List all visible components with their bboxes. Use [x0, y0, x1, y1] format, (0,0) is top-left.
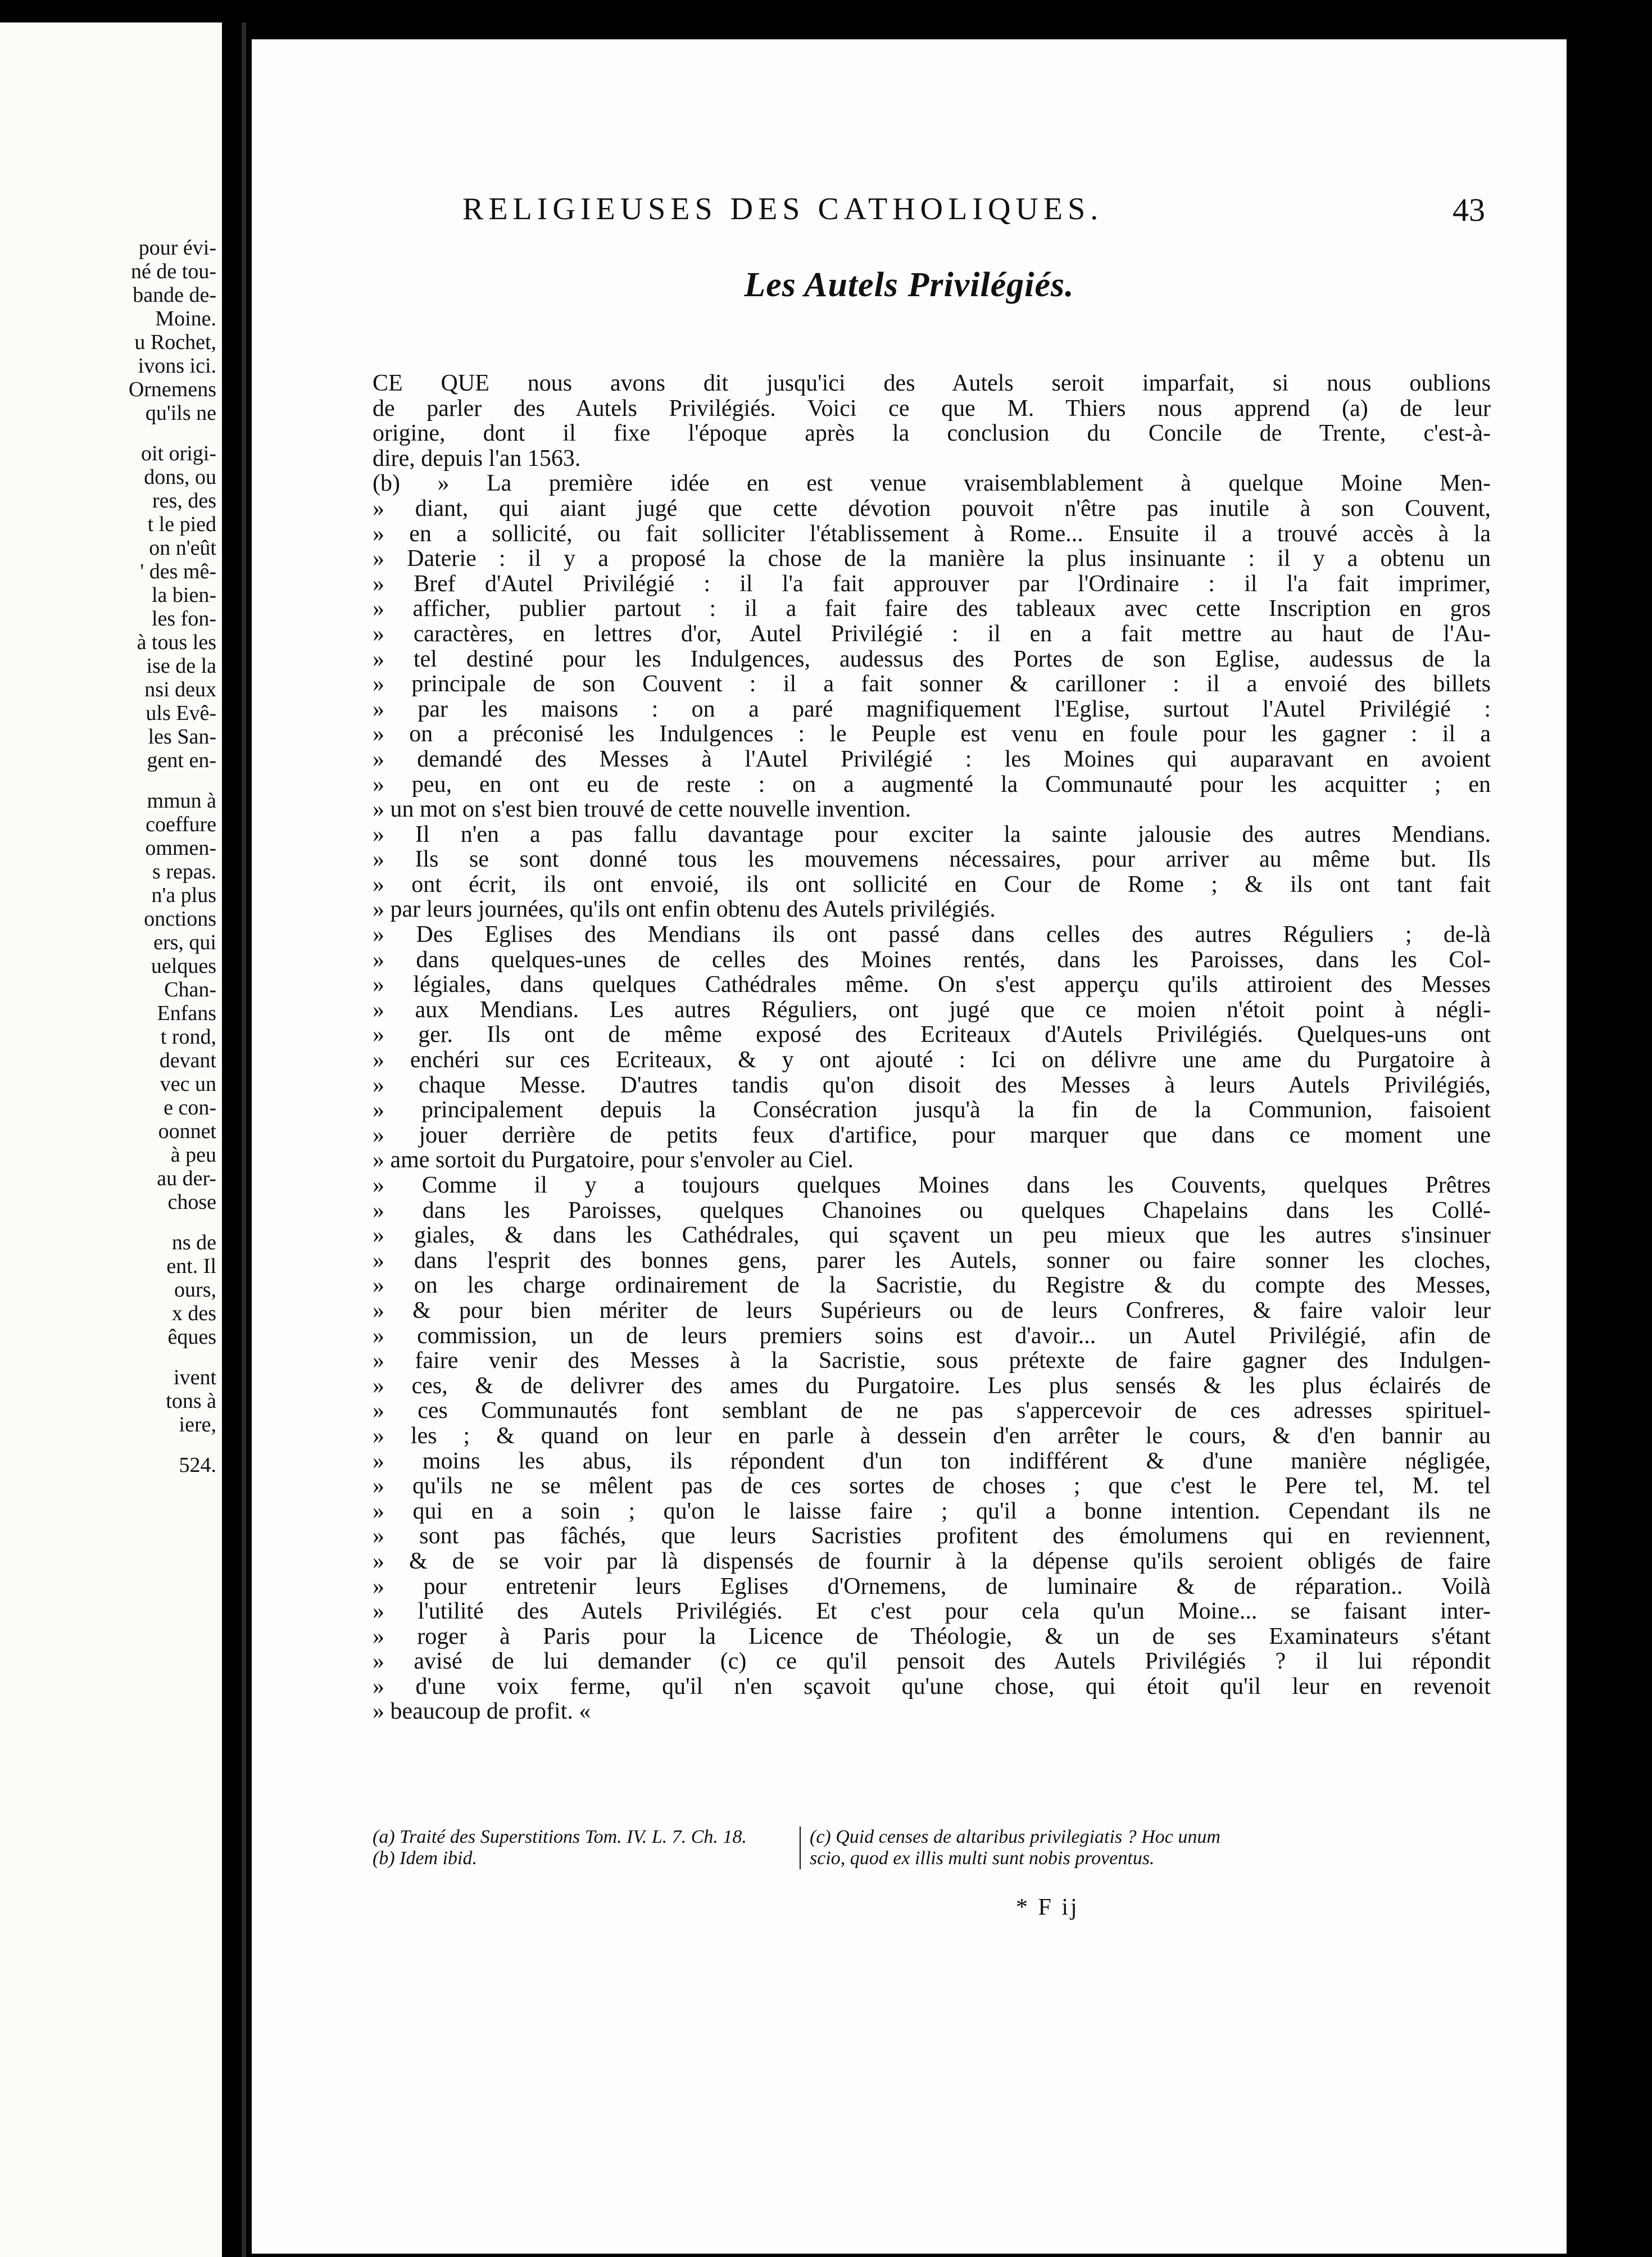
left-page-line: pour évi- — [138, 236, 216, 260]
page-number: 43 — [1453, 192, 1485, 228]
book-page — [252, 39, 1567, 2254]
body-line: » Il n'en a pas fallu davantage pour exciter la sainte jalousie des autres Mendians. — [373, 822, 1491, 847]
running-header — [462, 191, 1485, 227]
body-line: » sont pas fâchés, que leurs Sacristies profitent des émolumens qui en reviennent, — [373, 1524, 1491, 1549]
left-page-line: on n'eût — [149, 536, 216, 560]
left-page-line: qu'ils ne — [145, 401, 216, 425]
left-page-line: ise de la — [146, 654, 216, 678]
left-page-line: res, des — [152, 489, 216, 513]
body-line: » Daterie : il y a proposé la chose de la manière la plus insinuante : il y a obtenu un — [373, 546, 1491, 572]
left-page-line — [3, 772, 216, 789]
body-line: » ces, & de delivrer des ames du Purgatoire. Les plus sensés & les plus éclairés de — [373, 1373, 1491, 1399]
left-page-line: s repas. — [152, 860, 216, 883]
footnote-c-line-1: (c) Quid censes de altaribus privilegiatis ? Hoc unum — [810, 1827, 1220, 1847]
left-page-line: les San- — [148, 725, 216, 749]
left-page-line: Ornemens — [128, 378, 216, 401]
left-page-line: ivent — [174, 1366, 216, 1389]
left-page-line: Moine. — [155, 307, 216, 330]
left-page-line: ns de — [171, 1231, 216, 1254]
body-line: (b) » La première idée en est venue vraisemblablement à quelque Moine Men- — [373, 471, 1491, 496]
body-line: » par leurs journées, qu'ils ont enfin obtenu des Autels privilégiés. — [373, 897, 996, 923]
body-line: » par les maisons : on a paré magnifiquement l'Eglise, surtout l'Autel Privilégié : — [373, 696, 1491, 722]
body-line: » giales, & dans les Cathédrales, qui sçavent un peu mieux que les autres s'insinuer — [373, 1223, 1491, 1248]
left-page-line: à peu — [170, 1143, 216, 1167]
left-page-line: ivons ici. — [138, 354, 216, 378]
body-line: » diant, qui aiant jugé que cette dévotion pouvoit n'être pas inutile à son Couvent, — [373, 496, 1491, 522]
left-page-line — [3, 425, 216, 442]
body-line: » moins les abus, ils répondent d'un ton indifférent & d'une manière négligée, — [373, 1448, 1491, 1474]
left-page-line: ours, — [174, 1278, 216, 1302]
body-line: » légiales, dans quelques Cathédrales même. On s'est apperçu qu'ils attiroient des Messes — [373, 972, 1491, 998]
left-page-line: Chan- — [164, 978, 216, 1001]
body-line: » commission, un de leurs premiers soins est d'avoir... un Autel Privilégié, afin de — [373, 1323, 1491, 1349]
footnote-c-line-2: scio, quod ex illis multi sunt nobis proventus. — [810, 1848, 1155, 1869]
footnotes-right — [800, 1827, 1501, 1869]
body-line: CE QUE nous avons dit jusqu'ici des Autels seroit imparfait, si nous oublions — [373, 371, 1491, 396]
body-text — [373, 371, 1491, 1724]
signature-mark: * F ij — [1016, 1895, 1079, 1920]
left-page-line: nsi deux — [144, 678, 216, 701]
body-line: » ame sortoit du Purgatoire, pour s'envoler au Ciel. — [373, 1148, 854, 1173]
body-line: » dans les Paroisses, quelques Chanoines ou quelques Chapelains dans les Collé- — [373, 1198, 1491, 1223]
left-page-line: coeffure — [146, 813, 216, 836]
left-page-line: uls Evê- — [146, 701, 216, 725]
left-page-line: mmun à — [147, 789, 216, 813]
left-page-line: ers, qui — [153, 931, 216, 954]
body-line: » & pour bien mériter de leurs Supérieurs ou de leurs Confreres, & faire valoir leur — [373, 1298, 1491, 1324]
left-page-line: n'a plus — [151, 883, 216, 907]
section-title: Les Autels Privilégiés. — [744, 266, 1074, 304]
left-page-line: t le pied — [147, 513, 216, 536]
left-page-line: à tous les — [137, 631, 216, 654]
body-line: » ont écrit, ils ont envoié, ils ont sollicité en Cour de Rome ; & ils ont tant fait — [373, 872, 1491, 898]
body-line: » Comme il y a toujours quelques Moines dans les Couvents, quelques Prêtres — [373, 1173, 1491, 1198]
left-page-line — [3, 1349, 216, 1366]
body-line: » afficher, publier partout : il a fait faire des tableaux avec cette Inscription en gros — [373, 596, 1491, 622]
body-line: » roger à Paris pour la Licence de Théologie, & un de ses Examinateurs s'étant — [373, 1624, 1491, 1649]
page-gutter — [242, 22, 246, 2257]
body-line: » Bref d'Autel Privilégié : il l'a fait approuver par l'Ordinaire : il l'a fait imprimer, — [373, 571, 1491, 597]
left-page-line: e con- — [164, 1096, 216, 1120]
left-page-line — [3, 1436, 216, 1453]
body-line: » peu, en ont eu de reste : on a augmenté la Communauté pour les acquitter ; en — [373, 772, 1491, 797]
footnotes-left — [373, 1827, 788, 1869]
body-line: » principale de son Couvent : il a fait sonner & carilloner : il a envoié des billets — [373, 672, 1491, 697]
left-page-line — [3, 1214, 216, 1231]
left-page-line: t rond, — [160, 1025, 216, 1049]
left-page-line: ' des mê- — [140, 560, 216, 583]
left-page-line: oonnet — [158, 1120, 216, 1143]
body-line: » d'une voix ferme, qu'il n'en sçavoit qu'une chose, qui étoit qu'il leur en revenoit — [373, 1674, 1491, 1699]
left-page-line: tons à — [166, 1389, 216, 1413]
left-page-line: les fon- — [151, 607, 216, 631]
left-page-line: Enfans — [157, 1001, 216, 1025]
body-line: » tel destiné pour les Indulgences, audessus des Portes de son Eglise, audessus de la — [373, 646, 1491, 672]
body-line: » aux Mendians. Les autres Réguliers, ont jugé que ce moien n'étoit point à négli- — [373, 997, 1491, 1023]
body-line: » les ; & quand on leur en parle à dessein d'en arrêter le cours, & d'en bannir au — [373, 1423, 1491, 1449]
body-line: dire, depuis l'an 1563. — [373, 446, 581, 472]
body-line: » caractères, en lettres d'or, Autel Privilégié : il en a fait mettre au haut de l'Au- — [373, 621, 1491, 647]
left-page-line: onctions — [144, 907, 216, 931]
body-line: » demandé des Messes à l'Autel Privilégié : les Moines qui auparavant en avoient — [373, 746, 1491, 772]
body-line: de parler des Autels Privilégiés. Voici ce que M. Thiers nous apprend (a) de leur — [373, 396, 1491, 422]
left-page-line: ommen- — [145, 836, 216, 860]
left-page-line: gent en- — [147, 749, 216, 772]
body-line: » l'utilité des Autels Privilégiés. Et c'est pour cela qu'un Moine... se faisant inter- — [373, 1599, 1491, 1624]
body-line: » avisé de lui demander (c) ce qu'il pensoit des Autels Privilégiés ? il lui répondit — [373, 1649, 1491, 1674]
body-line: » on les charge ordinairement de la Sacristie, du Registre & du compte des Messes, — [373, 1273, 1491, 1298]
left-page-line: au der- — [157, 1167, 216, 1190]
left-page-fragment — [0, 22, 222, 2257]
body-line: » faire venir des Messes à la Sacristie, sous prétexte de faire gagner des Indulgen- — [373, 1348, 1491, 1374]
left-page-line: iere, — [179, 1413, 216, 1436]
body-line: » on a préconisé les Indulgences : le Peuple est venu en foule pour les gagner : il a — [373, 722, 1491, 747]
left-page-line: chose — [167, 1190, 216, 1214]
left-page-line: x des — [171, 1302, 216, 1325]
left-page-line: devant — [159, 1049, 216, 1072]
body-line: » Ils se sont donné tous les mouvemens nécessaires, pour arriver au même but. Ils — [373, 847, 1491, 872]
body-line: » beaucoup de profit. « — [373, 1699, 591, 1725]
running-title: RELIGIEUSES DES CATHOLIQUES. — [462, 192, 1104, 226]
left-page-line: uelques — [151, 954, 216, 978]
body-line: » ces Communautés font semblant de ne pas s'appercevoir de ces adresses spirituel- — [373, 1398, 1491, 1424]
left-page-line: oit origi- — [140, 442, 216, 465]
body-line: » enchéri sur ces Ecriteaux, & y ont ajouté : Ici on délivre une ame du Purgatoire à — [373, 1048, 1491, 1073]
footnote-a: (a) Traité des Superstitions Tom. IV. L. 7. Ch. 18. — [373, 1827, 747, 1847]
left-page-line: bande de- — [133, 283, 216, 307]
body-line: » pour entretenir leurs Eglises d'Ornemens, de luminaire & de réparation.. Voilà — [373, 1574, 1491, 1599]
body-line: » ger. Ils ont de même exposé des Ecriteaux d'Autels Privilégiés. Quelques-uns ont — [373, 1022, 1491, 1048]
body-line: » Des Eglises des Mendians ils ont passé dans celles des autres Réguliers ; de-là — [373, 922, 1491, 948]
left-page-line: êques — [167, 1325, 216, 1349]
body-line: » dans l'esprit des bonnes gens, parer les Autels, sonner ou faire sonner les cloches, — [373, 1248, 1491, 1273]
left-page-line: dons, ou — [144, 465, 216, 489]
footnote-b: (b) Idem ibid. — [373, 1848, 478, 1869]
left-page-line: 524. — [179, 1453, 216, 1477]
body-line: » jouer derrière de petits feux d'artifice, pour marquer que dans ce moment une — [373, 1122, 1491, 1148]
left-page-line: ent. Il — [166, 1254, 216, 1278]
body-line: » en a sollicité, ou fait solliciter l'établissement à Rome... Ensuite il a trouvé accès à la — [373, 521, 1491, 547]
body-line: » chaque Messe. D'autres tandis qu'on disoit des Messes à leurs Autels Privilégiés, — [373, 1072, 1491, 1098]
body-line: » & de se voir par là dispensés de fournir à la dépense qu'ils seroient obligés de faire — [373, 1548, 1491, 1574]
body-line: » qu'ils ne se mêlent pas de ces sortes de choses ; que c'est le Pere tel, M. tel — [373, 1474, 1491, 1499]
footnotes — [373, 1827, 1491, 1894]
left-page-line: u Rochet, — [134, 330, 216, 354]
left-page-line: la bien- — [151, 583, 216, 607]
body-line: » un mot on s'est bien trouvé de cette nouvelle invention. — [373, 797, 911, 822]
body-line: » dans quelques-unes de celles des Moines rentés, dans les Paroisses, dans les Col- — [373, 947, 1491, 973]
body-line: » principalement depuis la Consécration jusqu'à la fin de la Communion, faisoient — [373, 1098, 1491, 1123]
body-line: » qui en a soin ; qu'on le laisse faire ; qu'il a bonne intention. Cependant ils ne — [373, 1498, 1491, 1524]
body-line: origine, dont il fixe l'époque après la conclusion du Concile de Trente, c'est-à- — [373, 421, 1491, 446]
left-page-line: né de tou- — [131, 260, 216, 283]
left-page-line: vec un — [160, 1072, 216, 1096]
left-page-text — [3, 236, 216, 1477]
